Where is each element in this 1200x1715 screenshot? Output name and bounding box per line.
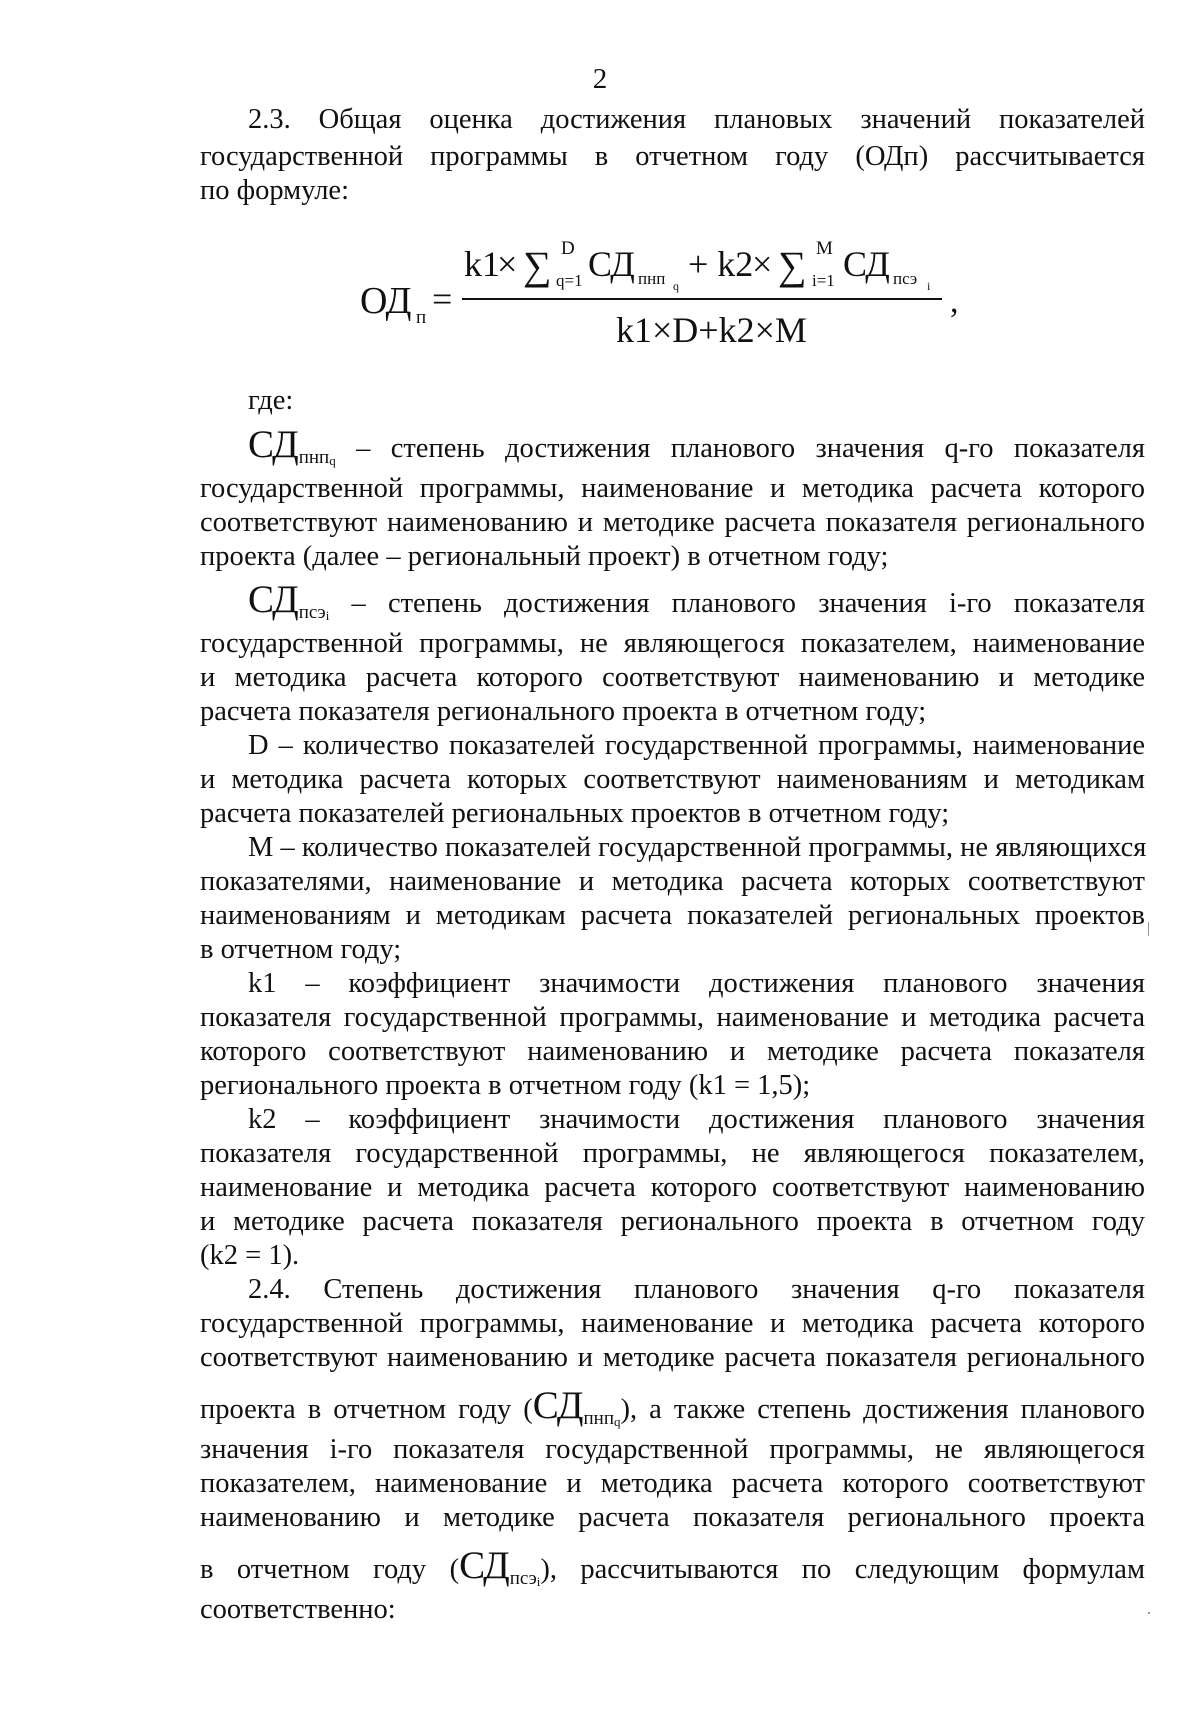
section-2-3-line-2: государственной программы в отчетном году (ОДп) рассчитывается	[200, 141, 1145, 172]
def-pse-line-4: расчета показателя регионального проекта в отчетном году;	[200, 696, 927, 727]
def-k2-line-1: k2 – коэффициент значимости достижения планового значения	[248, 1104, 1145, 1135]
def-k2-line-2: показателя государственной программы, не являющегося показателем,	[200, 1138, 1145, 1169]
inline-symbol-pse: $СД_{псэi}$	[459, 1544, 541, 1589]
formula-overall-assessment	[360, 232, 1000, 360]
formula-denominator: k1×D+k2×M	[616, 310, 807, 350]
formula-num-times-2: ×	[752, 244, 773, 284]
formula-sd-1-sub: пнп	[638, 269, 666, 288]
formula-svg	[360, 232, 1000, 360]
def-k1-line-4: регионального проекта в отчетном году (k1 = 1,5);	[200, 1070, 811, 1101]
formula-equals: =	[432, 279, 453, 319]
formula-sd-1-subsub: q	[673, 279, 679, 293]
section-2-4-line-8: в отчетном году $(СД_{псэi})$, рассчитываются по следующим формулам	[200, 1544, 1145, 1589]
formula-trailing-comma: ,	[950, 283, 959, 320]
formula-plus-k2: + k2	[688, 244, 754, 284]
def-pse-text: – степень достижения планового значения i-го показателя	[351, 588, 1146, 619]
def-pnp-line-4: проекта (далее – региональный проект) в отчетном году;	[200, 541, 889, 572]
def-d-line-2: и методика расчета которых соответствуют наименованиям и методикам	[200, 764, 1145, 795]
def-pnp-line-1	[248, 423, 1145, 470]
scan-mark	[1148, 922, 1149, 936]
section-2-4-line-7: наименованию и методике расчета показателя регионального проекта	[200, 1502, 1145, 1533]
def-pse-line-3: и методика расчета которого соответствуют наименованию и методике	[200, 662, 1145, 693]
section-2-3-line-1: 2.3. Общая оценка достижения плановых значений показателей	[248, 104, 1145, 135]
formula-sd-2-sub: псэ	[893, 269, 918, 288]
def-k2-line-3: наименование и методика расчета которого соответствуют наименованию	[200, 1172, 1145, 1203]
def-k1-line-1: k1 – коэффициент значимости достижения планового значения	[248, 968, 1145, 999]
section-2-4-line-6: показателем, наименование и методика расчета которого соответствуют	[200, 1468, 1145, 1499]
formula-sum-upper-2: M	[816, 238, 833, 259]
formula-sum-lower-2: i=1	[812, 271, 835, 290]
section-2-4-line-2: государственной программы, наименование и методика расчета которого	[200, 1308, 1145, 1339]
def-d-line-3: расчета показателей региональных проектов в отчетном году;	[200, 798, 950, 829]
where-label: где:	[248, 385, 294, 416]
def-d-line-1: D – количество показателей государственной программы, наименование	[248, 730, 1145, 761]
formula-sd-2-subsub: i	[927, 279, 931, 293]
def-m-line-3: наименованиям и методикам расчета показателей региональных проектов	[200, 900, 1145, 931]
def-pnp-line-2: государственной программы, наименование и методика расчета которого	[200, 473, 1145, 504]
formula-sum-icon-1: ∑	[523, 243, 552, 288]
formula-lhs-symbol: ОД	[360, 280, 412, 322]
def-m-line-2: показателями, наименование и методика расчета которых соответствуют	[200, 866, 1145, 897]
page-number: 2	[592, 63, 608, 95]
section-2-4-line-4: проекта в отчетном году $(СД_{пнпq})$, а также степень достижения планового	[200, 1384, 1146, 1429]
formula-lhs-subscript: п	[416, 307, 427, 328]
def-pnp-line-3: соответствуют наименованию и методике расчета показателя регионального	[200, 507, 1145, 538]
def-pnp-text: – степень достижения планового значения q-го показателя	[356, 433, 1145, 464]
formula-sd-2: СД	[843, 244, 890, 284]
scan-mark	[1148, 1612, 1150, 1614]
section-2-4-line-3: соответствуют наименованию и методике расчета показателя регионального	[200, 1342, 1145, 1373]
formula-sum-icon-2: ∑	[778, 243, 807, 288]
section-2-4-line-1: 2.4. Степень достижения планового значения q-го показателя	[248, 1274, 1145, 1305]
def-pse-symbol: $СД_{псэi}$	[248, 578, 330, 623]
formula-num-times-1: ×	[497, 244, 518, 284]
def-m-line-4: в отчетном году;	[200, 934, 402, 965]
inline-symbol-pnp: $СД_{пнпq}$	[532, 1384, 621, 1429]
formula-sd-1: СД	[588, 244, 635, 284]
section-2-4-line-5: значения i-го показателя государственной программы, не являющегося	[200, 1434, 1145, 1465]
def-k2-line-4: и методике расчета показателя регионального проекта в отчетном году	[200, 1206, 1145, 1237]
section-2-3-line-3: по формуле:	[200, 175, 349, 206]
section-2-4-line-9: соответственно:	[200, 1594, 396, 1625]
def-pse-line-1	[248, 578, 1146, 625]
def-pnp-symbol: $СД_{пнпq}$	[248, 423, 336, 468]
formula-sum-lower-1: q=1	[556, 271, 583, 290]
def-k1-line-3: которого соответствуют наименованию и методике расчета показателя	[200, 1036, 1145, 1067]
formula-num-k1: k1	[464, 244, 500, 284]
formula-sum-upper-1: D	[561, 238, 575, 259]
def-k1-line-2: показателя государственной программы, наименование и методика расчета	[200, 1002, 1145, 1033]
def-pse-line-2: государственной программы, не являющегося показателем, наименование	[200, 628, 1145, 659]
def-k2-line-5: (k2 = 1).	[200, 1240, 300, 1271]
def-m-line-1: M – количество показателей государственной программы, не являющихся	[248, 832, 1147, 863]
